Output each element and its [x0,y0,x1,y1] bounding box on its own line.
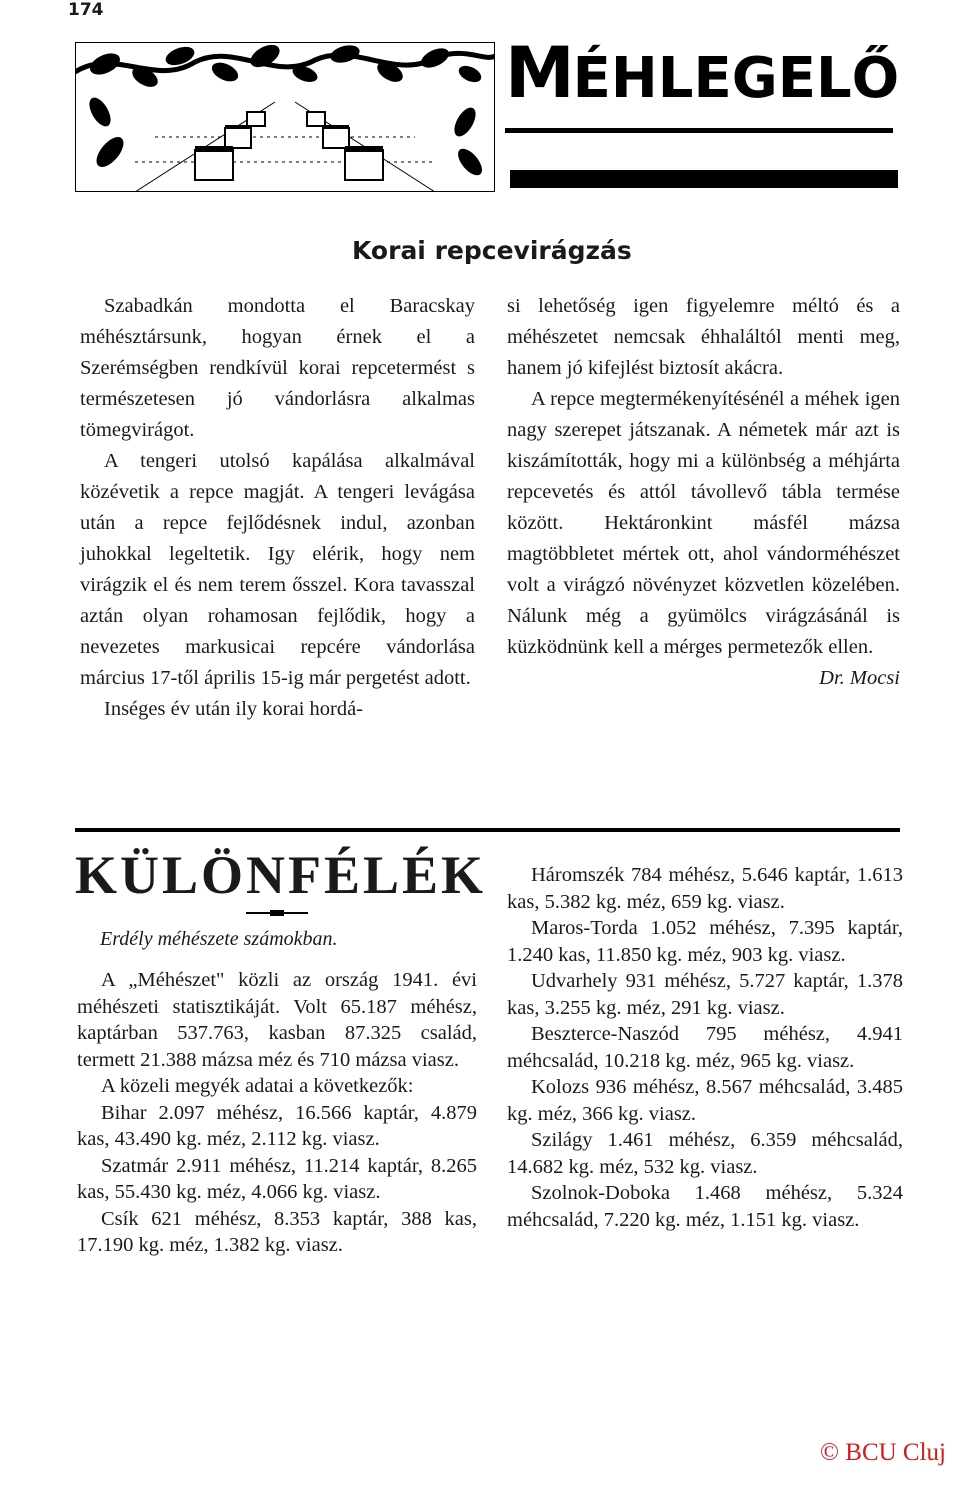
article-paragraph: A repce megtermékenyítésénél a méhek igen nagy szerepet játszanak. A németek már azt is kiszámították, hogy mi a különbség a méhjárta repcevetés és attól távollevő tábla termése között. Hektáronkint másfél mázsa magtöbbletet mértek ott, ahol vándorméhészet volt a virágzó növényzet közvetlen közelében. Nálunk még a gyümölcs virágzásánál is küzködnünk kell a mérges permetezők ellen. [507,388,900,658]
stats-entry: Udvarhely 931 méhész, 5.727 kaptár, 1.378 kas, 3.255 kg. méz, 291 kg. viasz. [507,970,903,1019]
article-title: Korai repcevirágzás [352,236,632,265]
stats-paragraph: A „Méhészet" közli az ország 1941. évi méhészeti statisztikáját. Volt 65.187 méhész, kaptárban 537.763, kasban 87.325 család, termett 21.388 mázsa méz és 710 mázsa viasz. [77,969,477,1071]
article-right-column [507,291,900,694]
masthead-initial: M [505,32,573,114]
masthead-rule-bottom [510,170,898,188]
stats-entry: Beszterce-Naszód 795 méhész, 4.941 méhcsalád, 10.218 kg. méz, 965 kg. viasz. [507,1023,903,1072]
apiary-illustration [75,42,495,192]
article-left-column [80,291,475,725]
stats-left-column [77,967,477,1259]
section-divider [75,828,900,832]
article-paragraph: Szabadkán mondotta el Baracskay méhésztársunk, hogyan érnek el a Szerémségben rendkívül korai repcetermést s természetesen jó vándorlásra alkalmas tömegvirágot. [80,295,475,441]
page-number: 174 [68,0,104,20]
article-paragraph: Inséges év után ily korai hordá- [104,698,364,720]
stats-entry: Kolozs 936 méhész, 8.567 méhcsalád, 3.485 kg. méz, 366 kg. viasz. [507,1076,903,1125]
stats-entry: Háromszék 784 méhész, 5.646 kaptár, 1.613 kas, 5.382 kg. méz, 659 kg. viasz. [507,864,903,913]
stats-entry: Szolnok-Doboka 1.468 méhész, 5.324 méhcsalád, 7.220 kg. méz, 1.151 kg. viasz. [507,1182,903,1231]
stats-entry: Szilágy 1.461 méhész, 6.359 méhcsalád, 14.682 kg. méz, 532 kg. viasz. [507,1129,903,1178]
stats-entry: Szatmár 2.911 méhész, 11.214 kaptár, 8.265 kas, 55.430 kg. méz, 4.066 kg. viasz. [77,1154,477,1203]
article-paragraph: A tengeri utolsó kapálása alkalmával közévetik a repce magját. A tengeri levágása után a repce fejlődésnek indul, azonban juhokkal legeltetik. Igy elérik, hogy nem virágzik el és nem terem ősszel. Kora tavasszal aztán olyan rohamosan fejlődik, hogy a nevezetes markusicai repcére vándorlása március 17-től április 15-ig már pergetést adott. [80,450,475,689]
masthead-title [505,32,900,114]
stats-entry: Bihar 2.097 méhész, 16.566 kaptár, 4.879 kas, 43.490 kg. méz, 2.112 kg. viasz. [77,1101,477,1150]
library-credit-watermark: © BCU Cluj [820,1439,946,1466]
subsection-title: Erdély méhészete számokban. [100,928,338,950]
article-signature: Dr. Mocsi [819,667,900,689]
stats-right-column [507,862,903,1233]
stats-entry: Csík 621 méhész, 8.353 kaptár, 388 kas, 17.190 kg. méz, 1.382 kg. viasz. [77,1207,477,1256]
heading-ornament-center [270,910,284,916]
masthead-rest: ÉHLEGELŐ [572,46,900,111]
article-paragraph: si lehetőség igen figyelemre méltó és a méhészetet nemcsak éhhaláltól menti meg, hanem jó kifejlést biztosít akácra. [507,295,900,379]
stats-entry: Maros-Torda 1.052 méhész, 7.395 kaptár, 1.240 kas, 11.850 kg. méz, 903 kg. viasz. [507,917,903,966]
section-heading: KÜLÖNFÉLÉK [75,845,487,905]
masthead-rule-top [505,128,893,133]
stats-paragraph: A közeli megyék adatai a következők: [101,1075,414,1097]
